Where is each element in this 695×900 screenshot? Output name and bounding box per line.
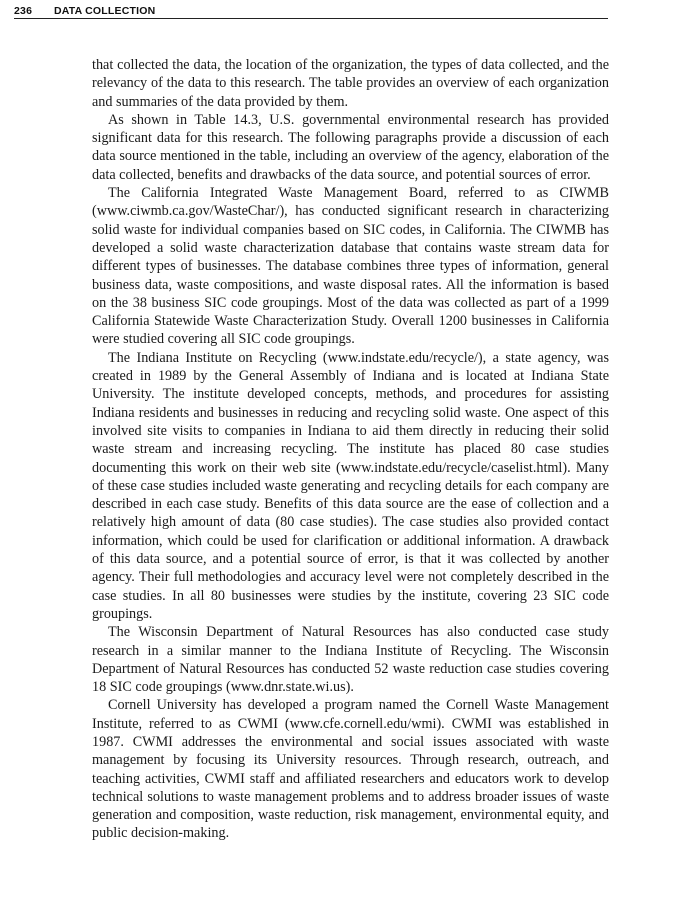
section-title: DATA COLLECTION xyxy=(54,5,156,17)
paragraph-table-overview: As shown in Table 14.3, U.S. governmental environmental research has provided significant data for this research. The following paragraphs provide a discussion of each data source mentioned in the table, including an overview of the agency, elaboration of the data collected, benefits and drawbacks of the data source, and potential sources of error. xyxy=(92,111,609,183)
paragraph-continuation: that collected the data, the location of the organization, the types of data collected, and the relevancy of the data to this research. The table provides an overview of each organization and summaries of the data provided by them. xyxy=(92,57,609,110)
paragraph-ciwmb: The California Integrated Waste Management Board, referred to as CIWMB (www.ciwmb.ca.gov/WasteChar/), has conducted significant research in characterizing solid waste for individual companies based on SIC codes, in California. The CIWMB has developed a solid waste characterization database that contains waste stream data for different types of businesses. The database combines three types of information, general business data, waste compositions, and waste disposal rates. All the information is based on the 38 business SIC code groupings. Most of the data was collected as part of a 1999 California Statewide Waste Characterization Study. Overall 1200 businesses in California were studied covering all SIC code groupings. xyxy=(92,185,609,348)
page-number: 236 xyxy=(14,5,33,17)
running-header xyxy=(14,4,608,19)
paragraph-wisconsin-dnr: The Wisconsin Department of Natural Resources has also conducted case study research in a similar manner to the Indiana Institute of Recycling. The Wisconsin Department of Natural Resources has conducted 52 waste reduction case studies covering 18 SIC code groupings (www.dnr.state.wi.us). xyxy=(92,624,609,696)
paragraph-cornell-cwmi: Cornell University has developed a program named the Cornell Waste Management Institute, referred to as CWMI (www.cfe.cornell.edu/wmi). CWMI was established in 1987. CWMI addresses the environmental and social issues associated with waste management by focusing its University resources. Through research, outreach, and teaching activities, CWMI staff and affiliated researchers and educators work to develop technical solutions to waste management problems and to address broader issues of waste generation and composition, waste reduction, risk management, environmental equity, and public decision-making. xyxy=(92,697,609,842)
body-text xyxy=(92,56,609,843)
paragraph-indiana-institute: The Indiana Institute on Recycling (www.indstate.edu/recycle/), a state agency, was created in 1989 by the General Assembly of Indiana and is located at Indiana State University. The institute developed concepts, methods, and procedures for assisting Indiana residents and businesses in reducing and recycling solid waste. One aspect of this involved site visits to companies in Indiana to aid them directly in reducing their solid waste stream and increasing recycling. The institute has placed 80 case studies documenting this work on their web site (www.indstate.edu/recycle/caselist.html). Many of these case studies included waste generating and recycling details for each company are described in each case study. Benefits of this data source are the ease of collection and a relatively high amount of data (80 case studies). The case studies also provided contact information, which could be used for clarification or additional information. A drawback of this data source, and a potential source of error, is that it was collected by another agency. Their full methodologies and accuracy level were not completely described in the case studies. In all 80 businesses were studies by the institute, covering 23 SIC code groupings. xyxy=(92,349,609,622)
